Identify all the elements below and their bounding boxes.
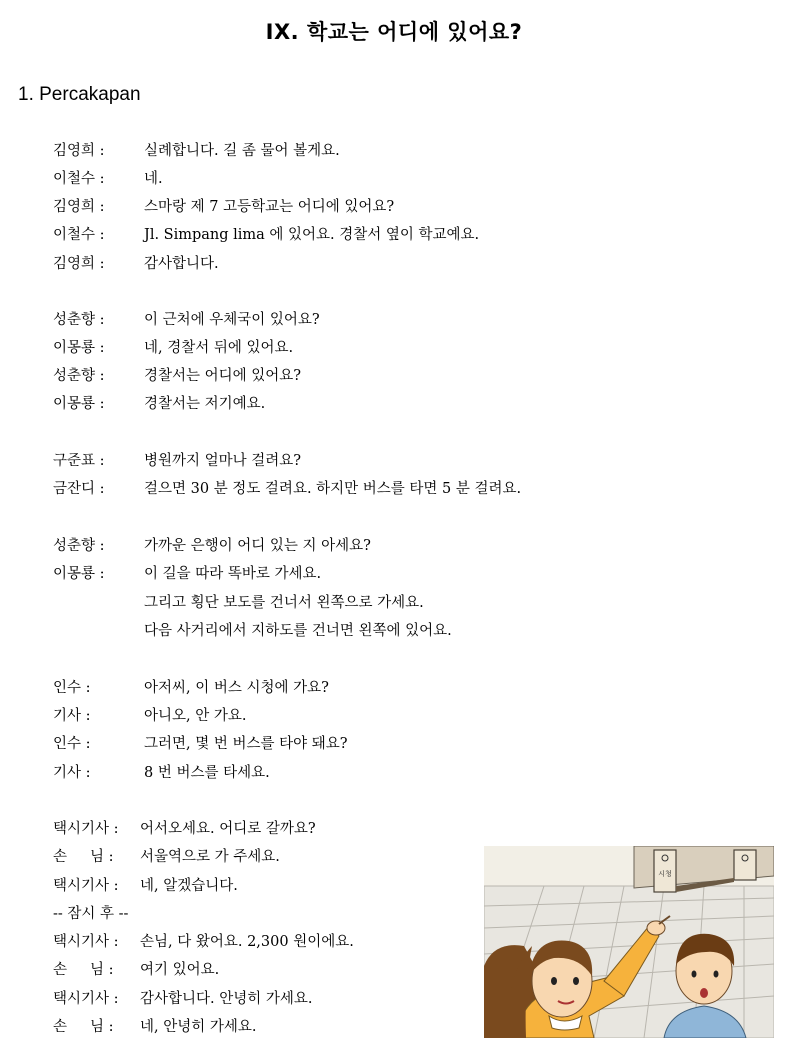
speaker: 기사 :: [53, 765, 91, 781]
dialogue-line: [0, 250, 788, 278]
dialogue-line: [0, 165, 788, 193]
speaker: 구준표 :: [53, 453, 105, 469]
speaker: 택시기사 :: [53, 934, 119, 950]
dialogue-line: [0, 560, 788, 588]
utterance: 감사합니다.: [144, 256, 219, 272]
speaker: 이몽룡 :: [53, 566, 105, 582]
utterance: 이 길을 따라 똑바로 가세요.: [144, 566, 322, 582]
utterance: 실례합니다. 길 좀 물어 볼게요.: [144, 143, 340, 159]
speaker: 인수 :: [53, 736, 91, 752]
utterance: 어서오세요. 어디로 갈까요?: [140, 821, 316, 837]
time-note: -- 잠시 후 --: [53, 906, 129, 922]
speaker: 금잔디 :: [53, 481, 105, 497]
utterance: Jl. Simpang lima 에 있어요. 경찰서 옆이 학교예요.: [144, 227, 480, 243]
utterance: 다음 사거리에서 지하도를 건너면 왼쪽에 있어요.: [144, 623, 452, 639]
speaker: 이몽룡 :: [53, 340, 105, 356]
speaker: 성춘향 :: [53, 368, 105, 384]
utterance: 여기 있어요.: [140, 962, 220, 978]
dialogue-line: [0, 137, 788, 165]
section-heading: 1. Percakapan: [18, 84, 141, 105]
dialogue-line: [0, 674, 788, 702]
speaker: 성춘향 :: [53, 312, 105, 328]
utterance: 아니오, 안 가요.: [144, 708, 247, 724]
utterance: 그러면, 몇 번 버스를 타야 돼요?: [144, 736, 348, 752]
utterance: 네, 경찰서 뒤에 있어요.: [144, 340, 294, 356]
speaker: 택시기사 :: [53, 878, 119, 894]
speaker: 택시기사 :: [53, 821, 119, 837]
utterance: 스마랑 제 7 고등학교는 어디에 있어요?: [144, 199, 395, 215]
utterance: 경찰서는 어디에 있어요?: [144, 368, 302, 384]
utterance: 감사합니다. 안녕히 가세요.: [140, 991, 313, 1007]
utterance: 이 근처에 우체국이 있어요?: [144, 312, 320, 328]
dialogue-line: [0, 334, 788, 362]
dialogue-line: [0, 362, 788, 390]
dialogue-line: [0, 589, 788, 617]
utterance: 그리고 횡단 보도를 건너서 왼쪽으로 가세요.: [144, 595, 424, 611]
dialogue-line: [0, 193, 788, 221]
dialogue-line: [0, 447, 788, 475]
utterance: 서울역으로 가 주세요.: [140, 849, 280, 865]
utterance: 네, 안녕히 가세요.: [140, 1019, 257, 1035]
speaker: 이몽룡 :: [53, 396, 105, 412]
utterance: 아저씨, 이 버스 시청에 가요?: [144, 680, 329, 696]
utterance: 병원까지 얼마나 걸려요?: [144, 453, 302, 469]
speaker: 택시기사 :: [53, 991, 119, 1007]
dialogue-line: [0, 617, 788, 645]
dialogue-line: [0, 759, 788, 787]
speaker: 손 님 :: [53, 962, 114, 978]
utterance: 경찰서는 저기예요.: [144, 396, 266, 412]
dialogue-line: [0, 730, 788, 758]
city-hall-sign: 시청: [658, 870, 672, 878]
dialogue-line: [0, 475, 788, 503]
speaker: 손 님 :: [53, 1019, 114, 1035]
speaker: 이철수 :: [53, 171, 105, 187]
page-title: IX. 학교는 어디에 있어요?: [265, 20, 523, 44]
illustration-asking-directions: [484, 846, 774, 1038]
utterance: 8 번 버스를 타세요.: [144, 765, 270, 781]
speaker: 김영희 :: [53, 199, 105, 215]
utterance: 가까운 은행이 어디 있는 지 아세요?: [144, 538, 371, 554]
speaker: 기사 :: [53, 708, 91, 724]
dialogue-line: [0, 221, 788, 249]
speaker: 김영희 :: [53, 256, 105, 272]
speaker: 인수 :: [53, 680, 91, 696]
speaker: 김영희 :: [53, 143, 105, 159]
dialogue-line: [0, 702, 788, 730]
utterance: 걸으면 30 분 정도 걸려요. 하지만 버스를 타면 5 분 걸려요.: [144, 481, 522, 497]
speaker: 손 님 :: [53, 849, 114, 865]
dialogue-line: [0, 815, 788, 843]
utterance: 네, 알겠습니다.: [140, 878, 238, 894]
dialogue-line: [0, 532, 788, 560]
utterance: 손님, 다 왔어요. 2,300 원이에요.: [140, 934, 354, 950]
dialogue-line: [0, 306, 788, 334]
utterance: 네.: [144, 171, 163, 187]
dialogue-line: [0, 390, 788, 418]
speaker: 이철수 :: [53, 227, 105, 243]
speaker: 성춘향 :: [53, 538, 105, 554]
